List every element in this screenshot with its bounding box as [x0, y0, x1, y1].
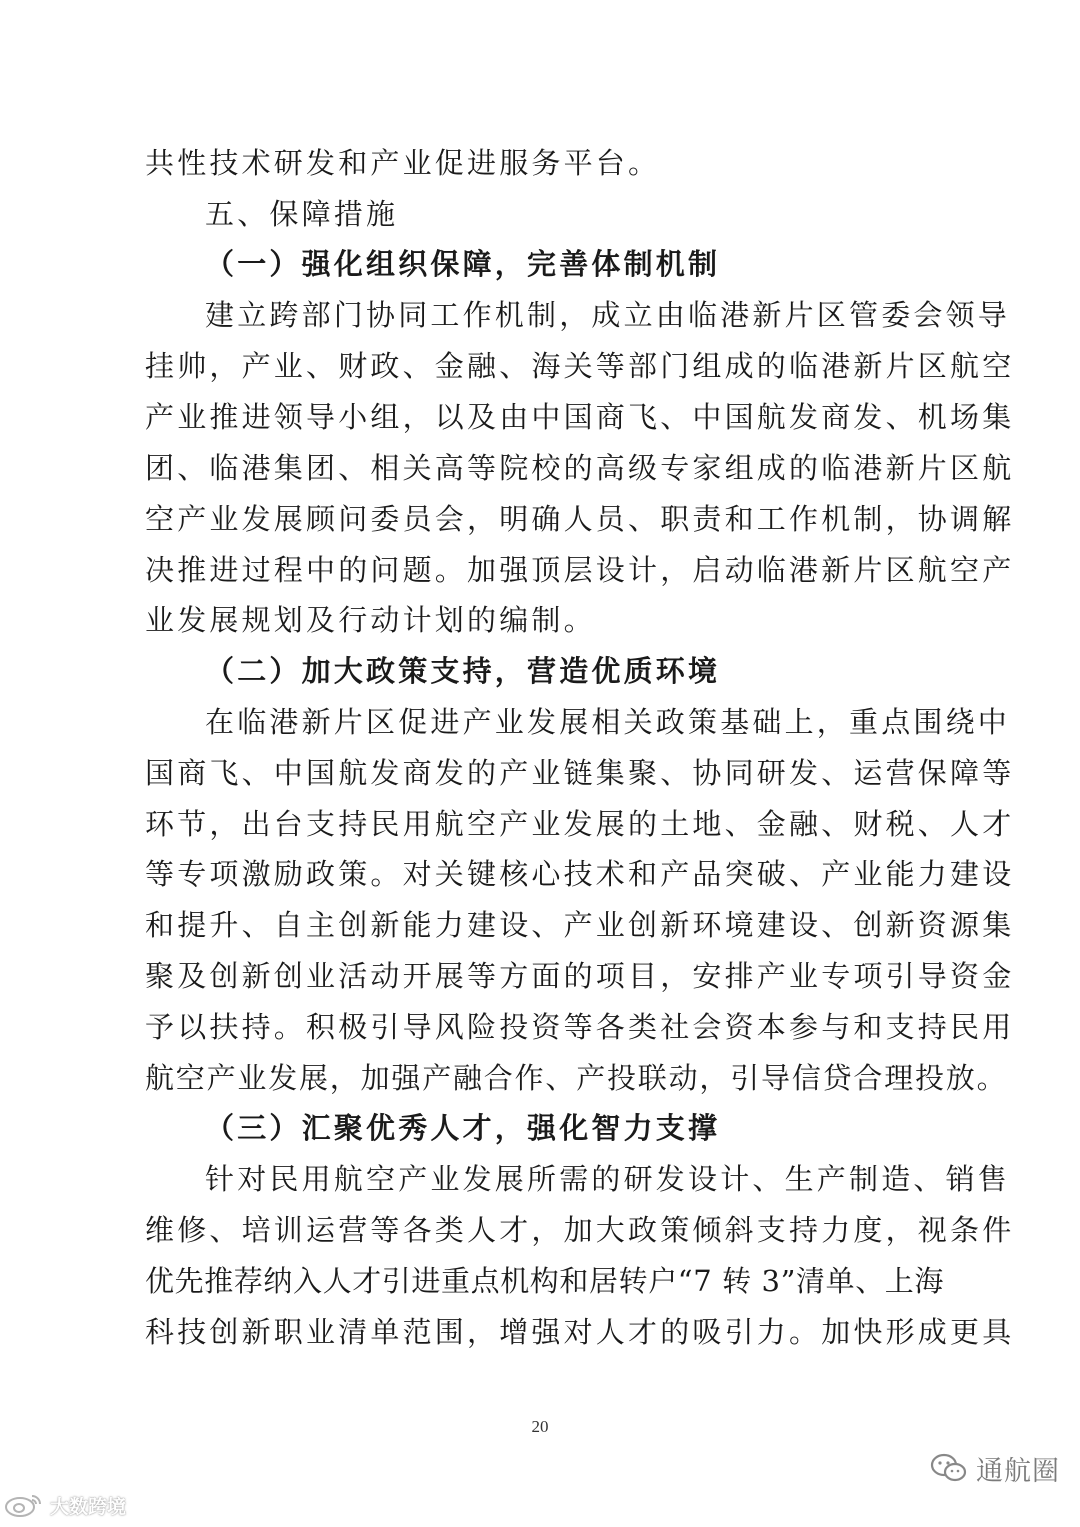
wechat-logo-icon: [930, 1452, 968, 1484]
watermark-right-text: 通航圈: [976, 1455, 1060, 1487]
watermark-left: [4, 1490, 126, 1520]
paragraph-line: 决推进过程中的问题。加强顶层设计，启动临港新片区航空产: [145, 553, 1015, 587]
watermark-right: [930, 1448, 1060, 1488]
paragraph-line: 等专项激励政策。对关键核心技术和产品突破、产业能力建设: [145, 857, 1015, 891]
paragraph-line: 聚及创新创业活动开展等方面的项目，安排产业专项引导资金: [145, 959, 1015, 993]
paragraph-line: 针对民用航空产业发展所需的研发设计、生产制造、销售: [205, 1162, 1011, 1196]
page-number: 20: [531, 1417, 549, 1436]
paragraph-line: 业发展规划及行动计划的编制。: [145, 603, 596, 637]
paragraph-line: 和提升、自主创新能力建设、产业创新环境建设、创新资源集: [145, 908, 1015, 942]
watermark-left-text: 大数跨境: [50, 1495, 127, 1518]
paragraph-line: 国商飞、中国航发商发的产业链集聚、协同研发、运营保障等: [145, 756, 1015, 790]
subsection-heading: （二）加大政策支持，营造优质环境: [205, 654, 721, 688]
weibo-logo-icon: [4, 1492, 44, 1518]
paragraph-line: 在临港新片区促进产业发展相关政策基础上，重点围绕中: [205, 705, 1011, 739]
paragraph-line: 团、临港集团、相关高等院校的高级专家组成的临港新片区航: [145, 451, 1015, 485]
paragraph-line: 建立跨部门协同工作机制，成立由临港新片区管委会领导: [205, 298, 1011, 332]
subsection-heading: （三）汇聚优秀人才，强化智力支撑: [205, 1111, 721, 1145]
subsection-heading: （一）强化组织保障，完善体制机制: [205, 247, 721, 281]
paragraph-line: 科技创新职业清单范围，增强对人才的吸引力。加快形成更具: [145, 1315, 1015, 1349]
paragraph-line: 空产业发展顾问委员会，明确人员、职责和工作机制，协调解: [145, 502, 1015, 536]
paragraph-line: 产业推进领导小组，以及由中国商飞、中国航发商发、机场集: [145, 400, 1015, 434]
paragraph-line: 优先推荐纳入人才引进重点机构和居转户“7 转 3”清单、上海: [145, 1264, 944, 1298]
paragraph-line: 共性技术研发和产业促进服务平台。: [145, 146, 661, 180]
section-heading: 五、保障措施: [205, 197, 399, 231]
paragraph-line: 航空产业发展，加强产融合作、产投联动，引导信贷合理投放。: [145, 1061, 1008, 1095]
paragraph-line: 维修、培训运营等各类人才，加大政策倾斜支持力度，视条件: [145, 1213, 1015, 1247]
paragraph-line: 挂帅，产业、财政、金融、海关等部门组成的临港新片区航空: [145, 349, 1015, 383]
paragraph-line: 环节，出台支持民用航空产业发展的土地、金融、财税、人才: [145, 807, 1015, 841]
paragraph-line: 予以扶持。积极引导风险投资等各类社会资本参与和支持民用: [145, 1010, 1015, 1044]
